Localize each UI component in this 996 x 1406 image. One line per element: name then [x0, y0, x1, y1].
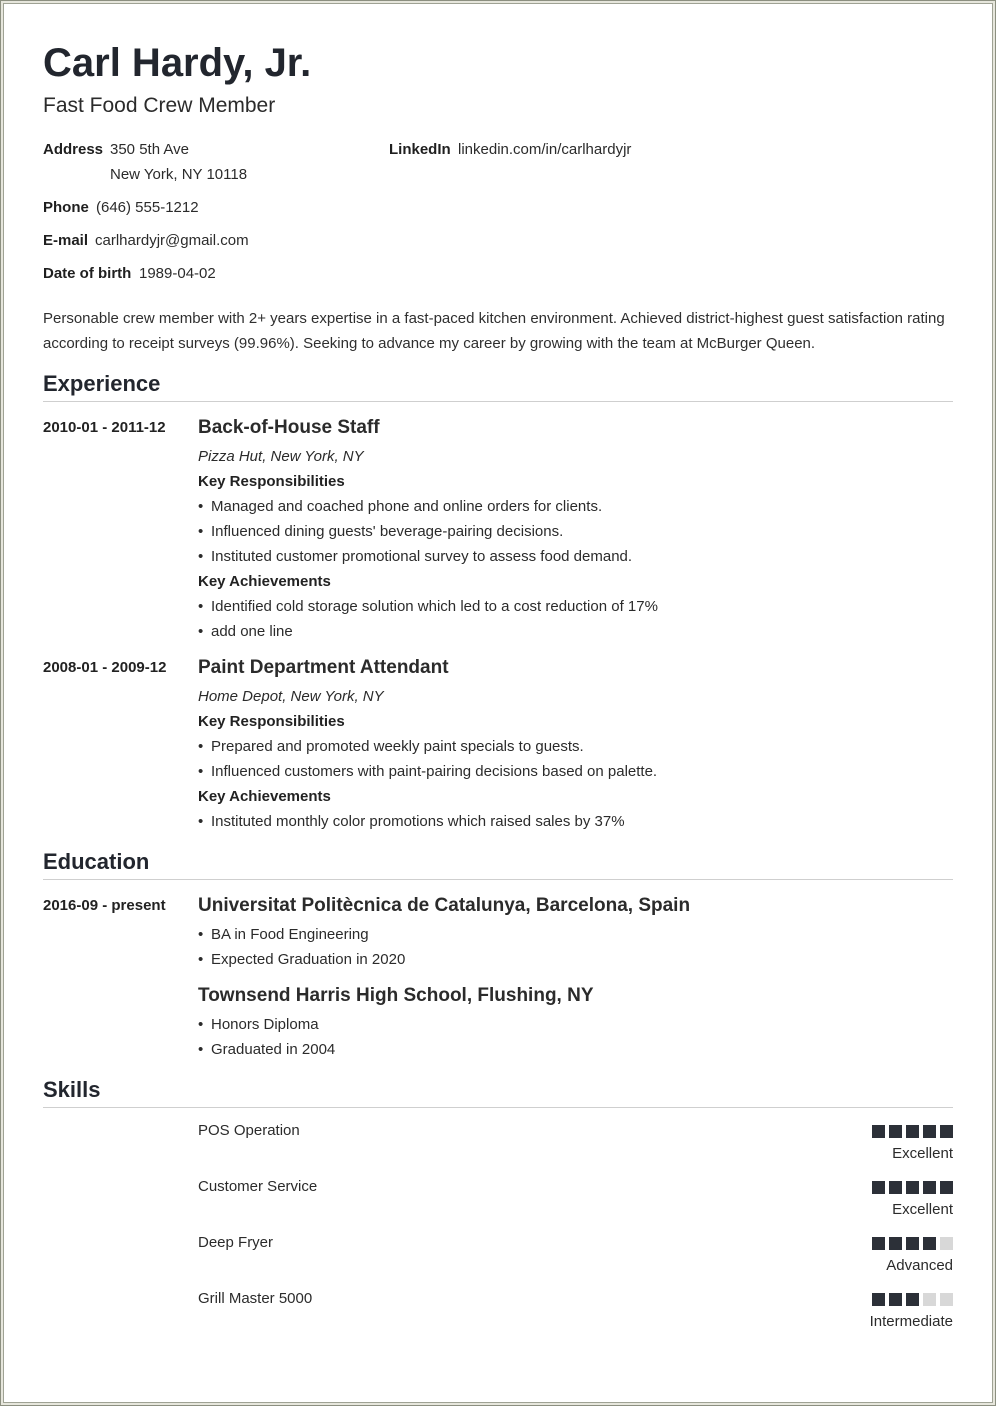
- job-company: Home Depot, New York, NY: [198, 688, 384, 705]
- job-role: Back-of-House Staff: [198, 417, 380, 438]
- responsibility-item: • Managed and coached phone and online orders for clients.: [198, 498, 602, 515]
- school-name: Townsend Harris High School, Flushing, NY: [198, 985, 594, 1006]
- school-name: Universitat Politècnica de Catalunya, Barcelona, Spain: [198, 895, 691, 916]
- rating-square-filled: [872, 1181, 885, 1194]
- skill-rating: [872, 1293, 953, 1306]
- skills-heading: Skills: [43, 1077, 953, 1108]
- rating-square-filled: [923, 1125, 936, 1138]
- rating-square-empty: [923, 1293, 936, 1306]
- rating-square-filled: [940, 1125, 953, 1138]
- candidate-name: Carl Hardy, Jr.: [43, 41, 312, 85]
- skill-rating: [872, 1181, 953, 1194]
- rating-square-filled: [906, 1181, 919, 1194]
- rating-square-filled: [906, 1125, 919, 1138]
- skill-rating: [872, 1237, 953, 1250]
- dob-label: Date of birth: [43, 265, 132, 282]
- rating-square-empty: [940, 1293, 953, 1306]
- education-item: • Honors Diploma: [198, 1016, 319, 1033]
- skill-rating: [872, 1125, 953, 1138]
- job-role: Paint Department Attendant: [198, 657, 449, 678]
- education-item: • Graduated in 2004: [198, 1041, 335, 1058]
- rating-square-filled: [940, 1181, 953, 1194]
- address-line2: New York, NY 10118: [110, 166, 248, 183]
- experience-heading: Experience: [43, 371, 953, 402]
- education-item: • Expected Graduation in 2020: [198, 951, 405, 968]
- rating-square-filled: [906, 1237, 919, 1250]
- skill-level: Excellent: [892, 1201, 953, 1218]
- address-label: Address: [43, 141, 104, 158]
- skill-level: Intermediate: [869, 1313, 953, 1330]
- rating-square-filled: [889, 1237, 902, 1250]
- rating-square-filled: [872, 1125, 885, 1138]
- rating-square-filled: [872, 1237, 885, 1250]
- linkedin-label: LinkedIn: [389, 141, 451, 158]
- achievements-label: Key Achievements: [198, 573, 331, 590]
- email-link[interactable]: carlhardyjr@gmail.com: [95, 232, 249, 249]
- rating-square-filled: [923, 1181, 936, 1194]
- responsibilities-label: Key Responsibilities: [198, 713, 345, 730]
- phone-value: (646) 555-1212: [96, 199, 199, 216]
- responsibilities-label: Key Responsibilities: [198, 473, 345, 490]
- education-dates: 2016-09 - present: [43, 897, 166, 914]
- job-company: Pizza Hut, New York, NY: [198, 448, 364, 465]
- education-heading: Education: [43, 849, 953, 880]
- dob-value: 1989-04-02: [139, 265, 216, 282]
- responsibility-item: • Instituted customer promotional survey to assess food demand.: [198, 548, 632, 565]
- skill-name: POS Operation: [198, 1122, 300, 1139]
- candidate-title: Fast Food Crew Member: [43, 94, 276, 117]
- job-dates: 2008-01 - 2009-12: [43, 659, 167, 676]
- profile-summary: Personable crew member with 2+ years expertise in a fast-paced kitchen environment. Achieved district-highest guest satisfaction rating according to receipt surveys (99.96%). Seeking to advance my career by growing with the team at McBurger Queen.: [43, 310, 945, 352]
- rating-square-filled: [889, 1293, 902, 1306]
- email-label: E-mail: [43, 232, 89, 249]
- rating-square-filled: [889, 1181, 902, 1194]
- achievement-item: • Identified cold storage solution which led to a cost reduction of 17%: [198, 598, 658, 615]
- rating-square-filled: [923, 1237, 936, 1250]
- rating-square-filled: [889, 1125, 902, 1138]
- achievements-label: Key Achievements: [198, 788, 331, 805]
- skill-name: Customer Service: [198, 1178, 318, 1195]
- address-line1: 350 5th Ave: [110, 141, 189, 158]
- responsibility-item: • Influenced customers with paint-pairing decisions based on palette.: [198, 763, 657, 780]
- responsibility-item: • Influenced dining guests' beverage-pairing decisions.: [198, 523, 563, 540]
- rating-square-empty: [940, 1237, 953, 1250]
- education-item: • BA in Food Engineering: [198, 926, 369, 943]
- skill-level: Advanced: [886, 1257, 953, 1274]
- skill-name: Deep Fryer: [198, 1234, 274, 1251]
- responsibility-item: • Prepared and promoted weekly paint specials to guests.: [198, 738, 584, 755]
- rating-square-filled: [872, 1293, 885, 1306]
- skill-level: Excellent: [892, 1145, 953, 1162]
- job-dates: 2010-01 - 2011-12: [43, 419, 166, 436]
- linkedin-link[interactable]: linkedin.com/in/carlhardyjr: [458, 141, 632, 158]
- skill-name: Grill Master 5000: [198, 1290, 313, 1307]
- rating-square-filled: [906, 1293, 919, 1306]
- achievement-item: • add one line: [198, 623, 293, 640]
- achievement-item: • Instituted monthly color promotions which raised sales by 37%: [198, 813, 625, 830]
- phone-label: Phone: [43, 199, 89, 216]
